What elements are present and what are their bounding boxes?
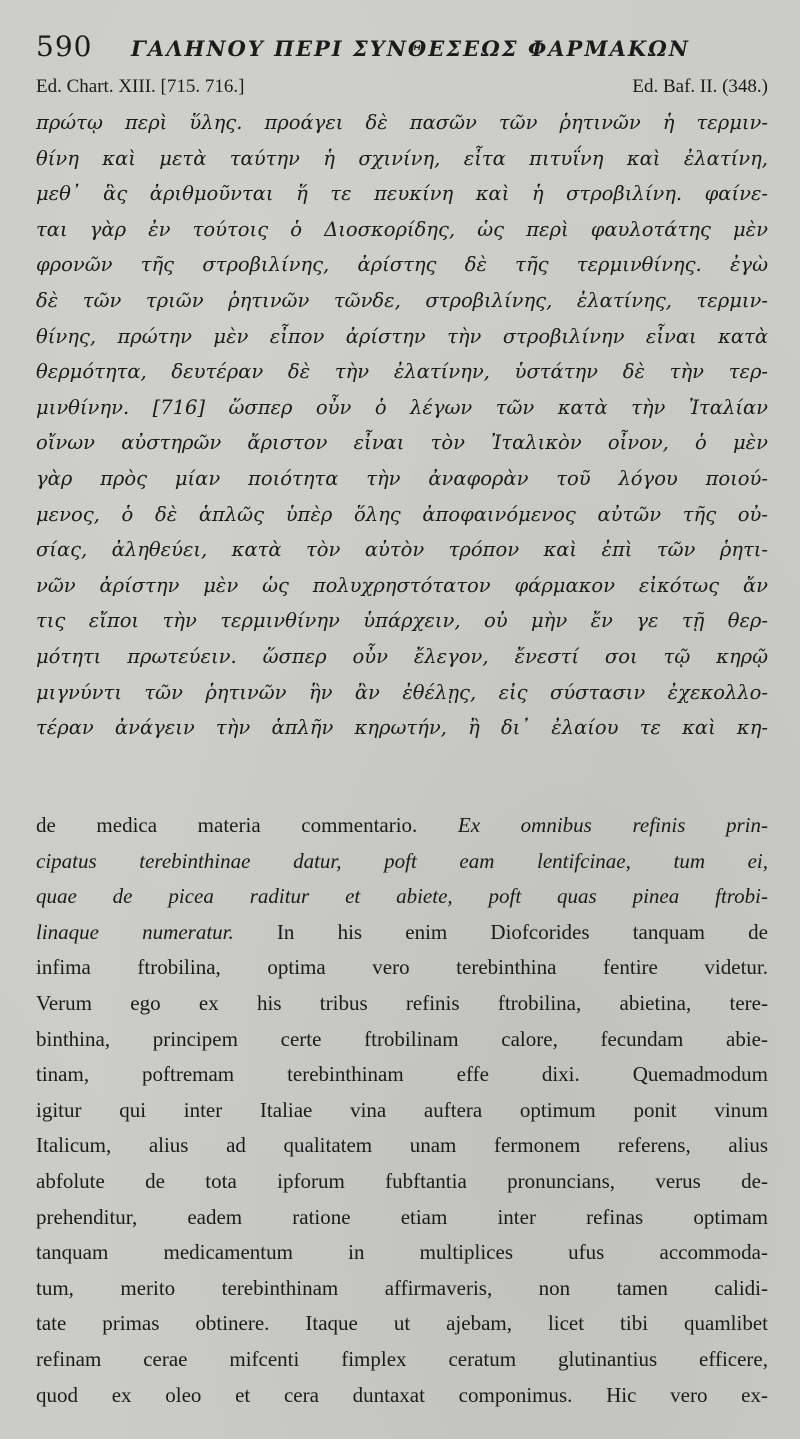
greek-text-line: οἴνων αὐστηρῶν ἄριστον εἶναι τὸν Ἰταλικὸν οἶνον, ὁ μὲν — [36, 431, 768, 455]
page-header — [36, 30, 770, 68]
greek-text-line: θίνης, πρώτην μὲν εἶπον ἀρίστην τὴν στροβιλίνην εἶναι κατὰ — [36, 324, 768, 348]
greek-text-line: τέραν ἀνάγειν τὴν ἁπλῆν κηρωτήν, ἢ δι᾽ ἐλαίου τε καὶ κη- — [36, 716, 768, 740]
greek-text-line: θερμότητα, δευτέραν δὲ τὴν ἐλατίνην, ὑστάτην δὲ τὴν τερ- — [36, 360, 768, 384]
latin-text-line — [36, 1342, 768, 1378]
latin-text-line — [36, 1271, 768, 1307]
greek-text-line: τις εἴποι τὴν τερμινθίνην ὑπάρχειν, οὐ μὴν ἔν γε τῇ θερ- — [36, 609, 768, 633]
latin-text-line — [36, 1200, 768, 1236]
latin-roman-segment: infima ftrobilina, optima vero terebinthina fentire videtur. — [36, 955, 768, 980]
latin-text-line — [36, 1378, 768, 1414]
latin-roman-segment: de medica materia commentario. — [36, 813, 458, 837]
greek-text-line: μεθ᾽ ἃς ἀριθμοῦνται ἥ τε πευκίνη καὶ ἡ στροβιλίνη. φαίνε- — [36, 182, 768, 206]
greek-text-block — [36, 105, 768, 746]
latin-roman-segment: tate primas obtinere. Itaque ut ajebam, licet tibi quamlibet — [36, 1311, 768, 1336]
latin-text-line — [36, 950, 768, 986]
latin-roman-segment: quod ex oleo et cera duntaxat componimus. Hic vero ex- — [36, 1382, 768, 1407]
latin-text-line — [36, 1235, 768, 1271]
latin-text-line — [36, 808, 768, 844]
latin-text-line — [36, 1128, 768, 1164]
running-title: ΓΑΛΗΝΟΥ ΠΕΡΙ ΣΥΝΘΕΣΕΩΣ ΦΑΡΜΑΚΩΝ — [131, 36, 690, 61]
latin-text-line — [36, 1093, 768, 1129]
page-number: 590 — [36, 30, 93, 63]
latin-italic-segment: quae de picea raditur et abiete, poft quas pinea ftrobi- — [36, 884, 768, 909]
latin-text-line — [36, 1164, 768, 1200]
greek-text-line: μενος, ὁ δὲ ἁπλῶς ὑπὲρ ὅλης ἀποφαινόμενος αὐτῶν τῆς οὐ- — [36, 502, 768, 526]
latin-roman-segment: binthina, principem certe ftrobilinam calore, fecundam abie- — [36, 1026, 768, 1051]
latin-roman-segment: tanquam medicamentum in multiplices ufus accommoda- — [36, 1240, 768, 1265]
latin-roman-segment: abfolute de tota ipforum fubftantia pronuncians, verus de- — [36, 1168, 768, 1193]
greek-text-line: θίνη καὶ μετὰ ταύτην ἡ σχινίνη, εἶτα πιτυΐνη καὶ ἐλατίνη, — [36, 146, 768, 170]
greek-text-line: νῶν ἀρίστην μὲν ὡς πολυχρηστότατον φάρμακον εἰκότως ἄν — [36, 573, 768, 597]
latin-translation-block — [36, 808, 768, 1413]
latin-italic-segment: Ex omnibus refinis prin- — [457, 813, 768, 837]
latin-text-line — [36, 844, 768, 880]
latin-text-line — [36, 1022, 768, 1058]
edition-reference-right: Ed. Baf. II. (348.) — [632, 76, 768, 97]
edition-reference-left: Ed. Chart. XIII. [715. 716.] — [36, 76, 245, 97]
latin-text-line — [36, 1306, 768, 1342]
greek-text-line: σίας, ἀληθεύει, κατὰ τὸν αὐτὸν τρόπον καὶ ἐπὶ τῶν ῥητι- — [36, 538, 768, 562]
greek-text-line: μιγνύντι τῶν ῥητινῶν ἣν ἂν ἐθέλῃς, εἰς σύστασιν ἐχεκολλο- — [36, 680, 768, 704]
latin-roman-segment: prehenditur, eadem ratione etiam inter refinas optimam — [36, 1204, 768, 1229]
latin-roman-segment: tum, merito terebinthinam affirmaveris, non tamen calidi- — [36, 1275, 768, 1300]
latin-text-line — [36, 879, 768, 915]
latin-text-line — [36, 915, 768, 951]
greek-text-line: μότητι πρωτεύειν. ὥσπερ οὖν ἔλεγον, ἔνεστί σοι τῷ κηρῷ — [36, 644, 768, 668]
latin-roman-segment: Italicum, alius ad qualitatem unam fermonem referens, alius — [36, 1133, 768, 1158]
latin-roman-segment: refinam cerae mifcenti fimplex ceratum glutinantius efficere, — [36, 1346, 768, 1371]
latin-italic-segment: cipatus terebinthinae datur, poft eam lentifcinae, tum ei, — [36, 848, 768, 873]
latin-roman-segment: Verum ego ex his tribus refinis ftrobilina, abietina, tere- — [36, 990, 768, 1015]
greek-text-line: γὰρ πρὸς μίαν ποιότητα τὴν ἀναφορὰν τοῦ λόγου ποιού- — [36, 466, 768, 490]
greek-text-line: πρώτῳ περὶ ὕλης. προάγει δὲ πασῶν τῶν ῥητινῶν ἡ τερμιν- — [36, 111, 768, 134]
latin-text-line — [36, 986, 768, 1022]
greek-text-line: ται γὰρ ἐν τούτοις ὁ Διοσκορίδης, ὡς περὶ φαυλοτάτης μὲν — [36, 217, 768, 241]
greek-text-line: μινθίνην. [716] ὥσπερ οὖν ὁ λέγων τῶν κατὰ τὴν Ἰταλίαν — [36, 395, 768, 419]
edition-reference-line — [36, 76, 768, 98]
latin-italic-segment: linaque numeratur. — [36, 919, 277, 944]
latin-roman-segment: igitur qui inter Italiae vina auftera optimum ponit vinum — [36, 1097, 768, 1122]
latin-text-line — [36, 1057, 768, 1093]
greek-text-line: φρονῶν τῆς στροβιλίνης, ἀρίστης δὲ τῆς τερμινθίνης. ἐγὼ — [36, 253, 768, 277]
latin-roman-segment: In his enim Diofcorides tanquam de — [276, 919, 769, 944]
greek-text-line: δὲ τῶν τριῶν ῥητινῶν τῶνδε, στροβιλίνης, ἐλατίνης, τερμιν- — [36, 288, 768, 312]
latin-roman-segment: tinam, poftremam terebinthinam effe dixi. Quemadmodum — [36, 1062, 768, 1087]
